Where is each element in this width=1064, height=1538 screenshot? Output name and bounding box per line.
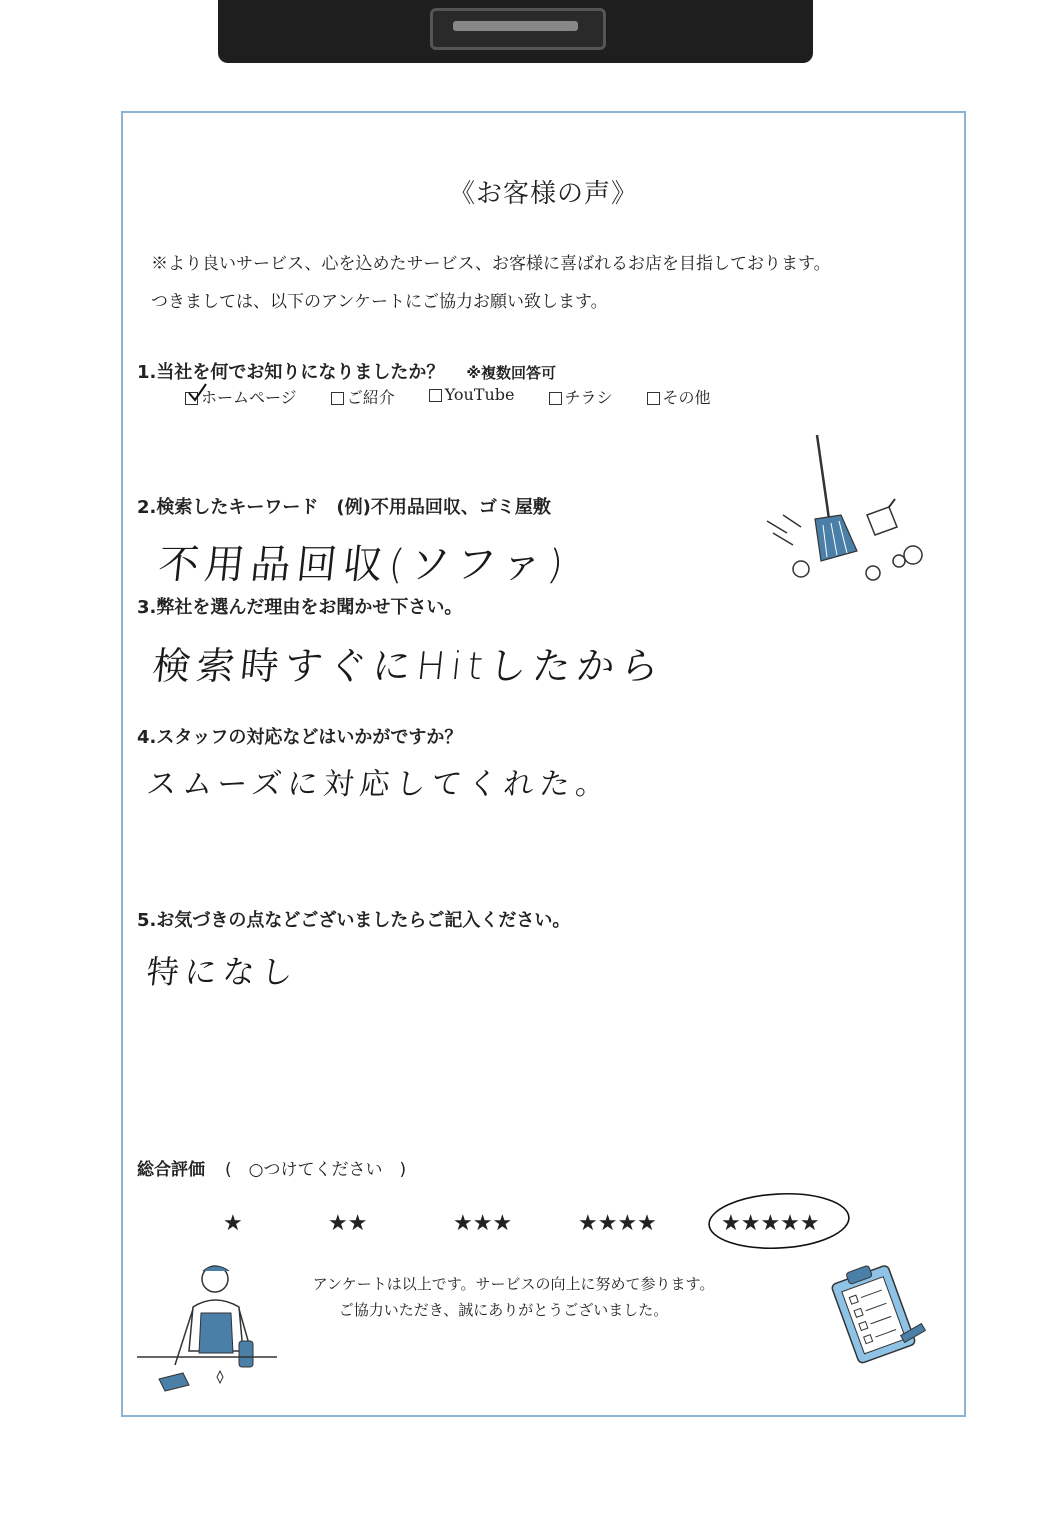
rating-4-stars[interactable]: ★★★★ (578, 1211, 657, 1236)
checkbox[interactable] (331, 392, 344, 405)
rating-1-star[interactable]: ★ (223, 1211, 243, 1236)
clip-slot (430, 8, 606, 50)
question-2-answer[interactable]: 不用品回収(ソファ) (156, 542, 572, 588)
rating-label-row (137, 1155, 406, 1180)
clipboard-checklist-icon (823, 1263, 933, 1373)
checkbox[interactable] (647, 392, 660, 405)
check-mark-icon (187, 383, 207, 403)
question-3-answer[interactable]: 検索時すぐにHitしたから (150, 644, 667, 688)
rating-3-stars[interactable]: ★★★ (453, 1211, 513, 1236)
rating-2-stars[interactable]: ★★ (328, 1211, 368, 1236)
question-1-note: ※複数回答可 (466, 364, 556, 382)
intro-line-1: ※より良いサービス、心を込めたサービス、お客様に喜ばれるお店を目指しております。 (151, 254, 831, 274)
rating-5-stars[interactable]: ★★★★★ (721, 1211, 820, 1236)
option-other[interactable]: その他 (647, 385, 711, 408)
dustpan-icon (861, 493, 921, 543)
question-4-answer[interactable]: スムーズに対応してくれた。 (144, 767, 614, 802)
rating-label: 総合評価 (137, 1160, 205, 1180)
question-5-label: 5.お気づきの点などございましたらご記入ください。 (137, 910, 571, 931)
clipboard-clip (218, 0, 813, 63)
option-referral[interactable]: ご紹介 (331, 385, 395, 408)
option-flyer[interactable]: チラシ (549, 385, 613, 408)
option-homepage[interactable]: ホームページ (185, 385, 297, 408)
page-title: 《お客様の声》 (448, 179, 638, 209)
intro-line-2: つきましては、以下のアンケートにご協力お願い致します。 (151, 292, 608, 312)
option-youtube[interactable]: YouTube (429, 385, 515, 408)
question-3-label: 3.弊社を選んだ理由をお聞かせ下さい。 (137, 597, 463, 618)
survey-sheet (121, 111, 966, 1417)
question-1-label: 1.当社を何でお知りになりましたか？ (137, 362, 445, 383)
question-5-answer[interactable]: 特になし (144, 953, 301, 991)
rating-hint: ( ○つけてください ) (225, 1160, 407, 1180)
question-1 (137, 358, 556, 384)
thanks-line-2: ご協力いただき、誠にありがとうございました。 (338, 1301, 669, 1319)
question-4-label: 4.スタッフの対応などはいかがですか？ (137, 727, 463, 748)
question-1-options (185, 385, 711, 408)
checkbox[interactable] (429, 389, 442, 402)
selected-rating-circle (707, 1191, 853, 1251)
cleaning-staff-illustration (137, 1261, 277, 1401)
question-2-label: 2.検索したキーワード (例)不用品回収、ゴミ屋敷 (137, 497, 551, 518)
checkbox[interactable] (549, 392, 562, 405)
thanks-line-1: アンケートは以上です。サービスの向上に努めて参ります。 (312, 1275, 715, 1293)
